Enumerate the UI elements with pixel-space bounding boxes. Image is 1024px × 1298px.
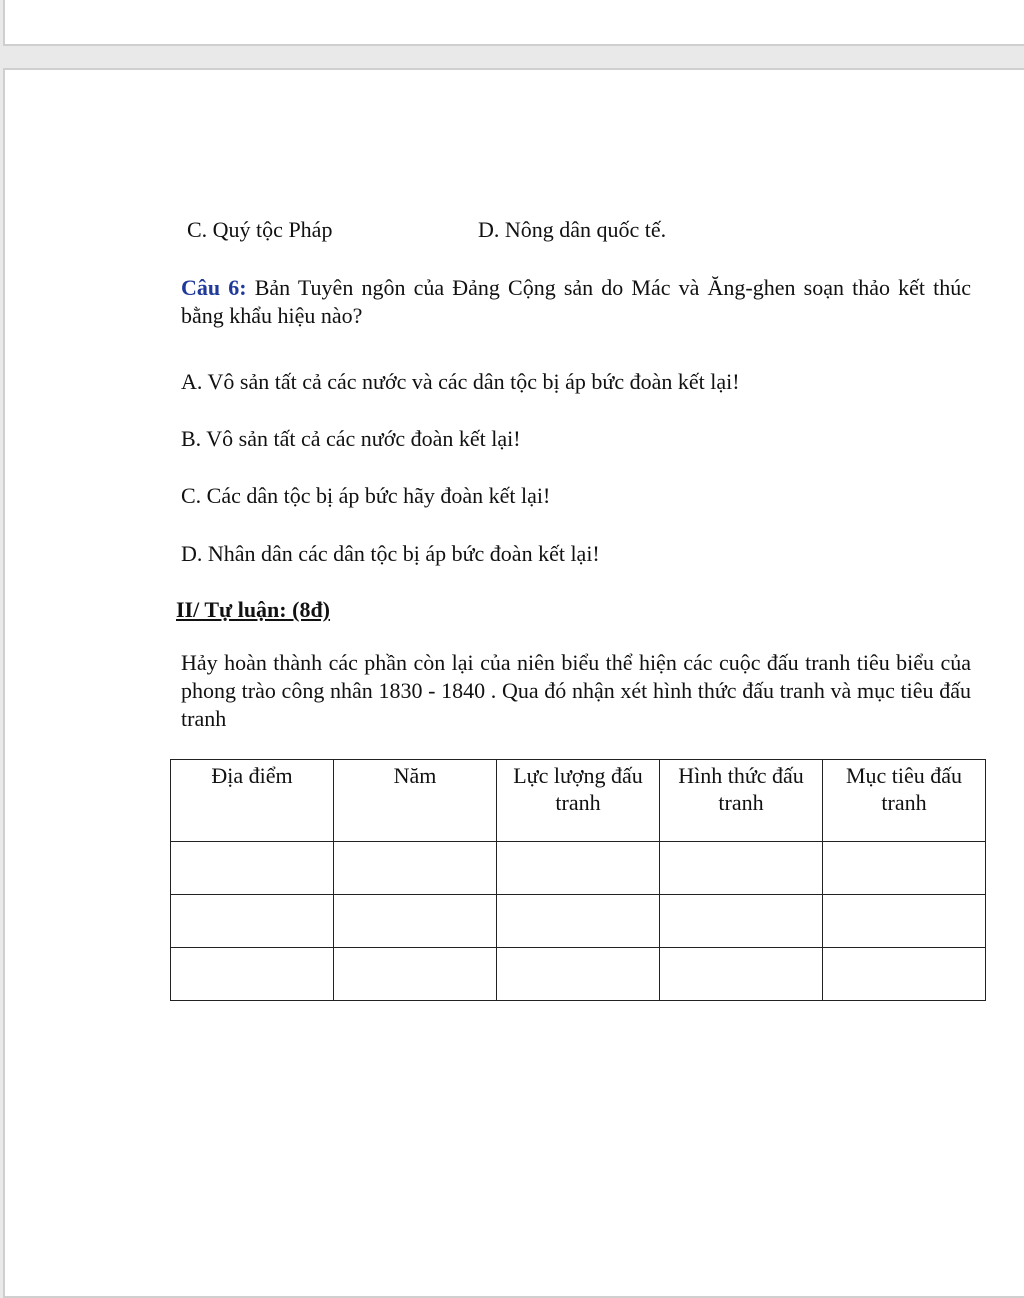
table-cell	[823, 842, 986, 895]
table-cell	[660, 948, 823, 1001]
q6-option-a: A. Vô sản tất cả các nước và các dân tộc bị áp bức đoàn kết lại!	[181, 369, 740, 394]
timeline-table	[170, 759, 986, 1001]
header-location: Địa điểm	[171, 760, 334, 842]
table-cell	[660, 842, 823, 895]
question-6	[181, 274, 971, 330]
table-header-row	[171, 760, 986, 842]
table-cell	[497, 842, 660, 895]
header-form: Hình thức đấu tranh	[660, 760, 823, 842]
table-cell	[823, 895, 986, 948]
option-c-prev: C. Quý tộc Pháp	[187, 217, 333, 242]
header-year: Năm	[334, 760, 497, 842]
table-row	[171, 948, 986, 1001]
section-2-heading: II/ Tự luận: (8đ)	[176, 597, 331, 622]
header-force: Lực lượng đấu tranh	[497, 760, 660, 842]
table-cell	[497, 895, 660, 948]
question-6-text: Bản Tuyên ngôn của Đảng Cộng sản do Mác và Ăng-ghen soạn thảo kết thúc bằng khẩu hiệu nào?	[181, 275, 971, 328]
q6-option-d: D. Nhân dân các dân tộc bị áp bức đoàn kết lại!	[181, 541, 600, 566]
question-6-label: Câu 6:	[181, 275, 247, 300]
table-row	[171, 895, 986, 948]
q6-option-c: C. Các dân tộc bị áp bức hãy đoàn kết lại!	[181, 483, 551, 508]
section-2-prompt: Hảy hoàn thành các phần còn lại của niên biểu thể hiện các cuộc đấu tranh tiêu biểu của phong trào công nhân 1830 - 1840 . Qua đó nhận xét hình thức đấu tranh và mục tiêu đấu tranh	[181, 650, 971, 731]
table-cell	[334, 842, 497, 895]
table-cell	[334, 948, 497, 1001]
option-d-prev: D. Nông dân quốc tế.	[478, 217, 667, 242]
table-cell	[497, 948, 660, 1001]
table-cell	[823, 948, 986, 1001]
table-row	[171, 842, 986, 895]
table-cell	[171, 895, 334, 948]
table-cell	[171, 842, 334, 895]
header-goal: Mục tiêu đấu tranh	[823, 760, 986, 842]
previous-page	[3, 0, 1024, 46]
table-cell	[171, 948, 334, 1001]
q6-option-b: B. Vô sản tất cả các nước đoàn kết lại!	[181, 426, 521, 451]
table-cell	[334, 895, 497, 948]
table-cell	[660, 895, 823, 948]
